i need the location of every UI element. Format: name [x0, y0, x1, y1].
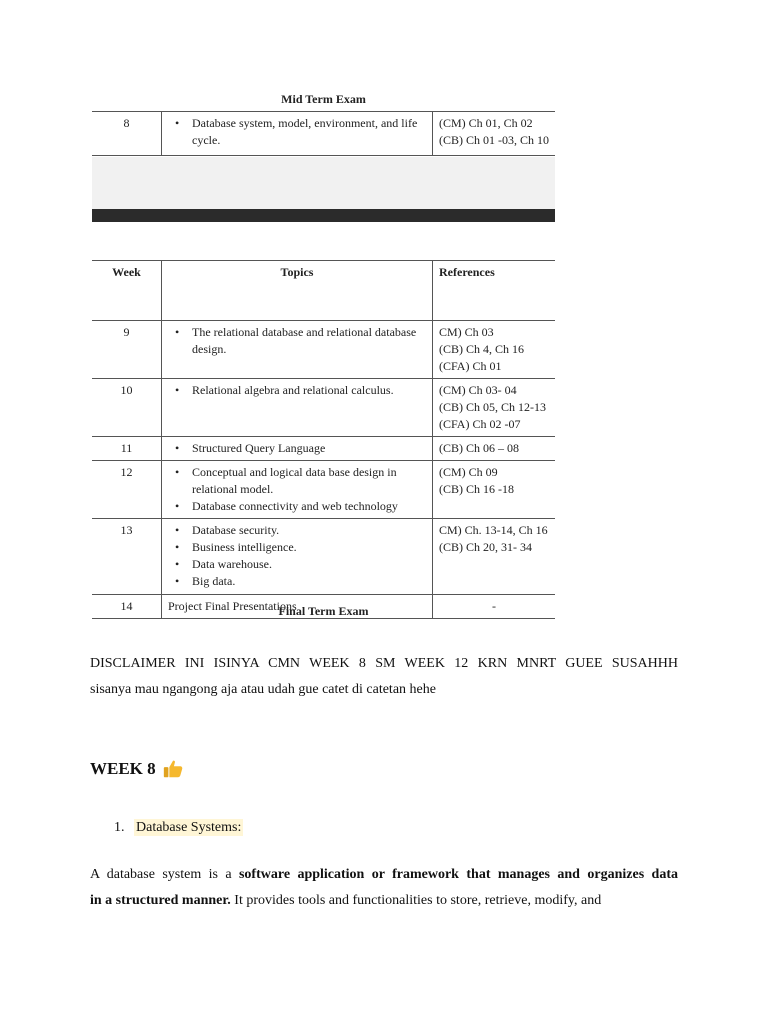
reference-cell: -	[433, 595, 556, 619]
topic-item: • Big data.	[168, 573, 426, 590]
table-row	[92, 437, 555, 461]
reference-line: (CM) Ch 09	[439, 465, 498, 479]
reference-line: (CFA) Ch 01	[439, 359, 502, 373]
topic-item: • Business intelligence.	[168, 539, 426, 556]
week-cell: 11	[92, 437, 162, 461]
topic-cell	[162, 379, 433, 437]
reference-cell	[433, 461, 556, 519]
list-item-database-systems	[114, 815, 243, 841]
mid-term-caption: Mid Term Exam	[281, 92, 366, 106]
topic-cell	[162, 112, 433, 156]
reference-line: (CB) Ch 06 – 08	[439, 441, 520, 455]
table-row	[92, 112, 555, 156]
week-cell: 12	[92, 461, 162, 519]
topic-item: • Database connectivity and web technology	[168, 498, 426, 515]
topic-item: • Database security.	[168, 522, 426, 539]
final-term-caption: Final Term Exam	[278, 604, 369, 618]
week-cell: 13	[92, 519, 162, 595]
topic-cell	[162, 437, 433, 461]
topic-item: • Structured Query Language	[168, 440, 426, 457]
schedule-table	[92, 260, 555, 619]
page-gap-band	[92, 157, 555, 209]
paragraph-line-2	[90, 888, 678, 914]
text-run: It provides tools and functionalities to store, retrieve, modify, and	[230, 893, 602, 908]
week-cell: 10	[92, 379, 162, 437]
week8-heading-wrap	[90, 758, 184, 780]
topic-cell	[162, 519, 433, 595]
body-paragraph	[90, 862, 678, 914]
week8-heading	[90, 758, 184, 780]
mid-term-table	[92, 111, 555, 156]
header-topics: Topics	[162, 261, 433, 321]
reference-cell	[433, 519, 556, 595]
reference-cell	[433, 112, 556, 156]
bold-text: software application or framework that manages and organizes data	[238, 867, 678, 882]
table-row	[92, 321, 555, 379]
topic-item: • Database system, model, environment, and life cycle.	[168, 115, 426, 149]
paragraph-line-1	[90, 862, 678, 888]
topic-cell: Project Final Presentations	[162, 595, 433, 619]
header-week: Week	[92, 261, 162, 321]
table-row	[92, 379, 555, 437]
list-item-label: Database Systems:	[136, 820, 242, 835]
reference-cell	[433, 379, 556, 437]
reference-line: (CFA) Ch 02 -07	[439, 417, 521, 431]
thumbs-up-icon	[162, 758, 184, 780]
disclaimer-line-1: DISCLAIMER INI ISINYA CMN WEEK 8 SM WEEK 12 KRN MNRT GUEE SUSAHHH	[90, 656, 678, 671]
reference-line: CM) Ch 03	[439, 325, 494, 339]
topic-item: • Conceptual and logical data base design in relational model.	[168, 464, 426, 498]
week8-heading-text: WEEK 8	[90, 759, 156, 778]
reference-line: CM) Ch. 13-14, Ch 16	[439, 523, 548, 537]
table-row	[92, 519, 555, 595]
reference-line: (CB) Ch 01 -03, Ch 10	[439, 133, 550, 147]
topic-cell	[162, 321, 433, 379]
reference-cell	[433, 321, 556, 379]
topic-cell	[162, 461, 433, 519]
table-header-bar	[92, 209, 555, 222]
reference-line: (CB) Ch 16 -18	[439, 482, 514, 496]
week-cell: 9	[92, 321, 162, 379]
table-row	[92, 461, 555, 519]
disclaimer-line-2: sisanya mau ngangong aja atau udah gue catet di catetan hehe	[90, 682, 436, 697]
week-cell: 8	[92, 112, 162, 156]
text-run: A database system is a	[90, 867, 239, 882]
reference-line: (CB) Ch 05, Ch 12-13	[439, 400, 547, 414]
table-header-row	[92, 261, 555, 321]
bold-text: in a structured manner.	[90, 893, 231, 908]
header-references: References	[433, 261, 556, 321]
reference-line: (CM) Ch 01, Ch 02	[439, 116, 533, 130]
topic-item: • The relational database and relational database design.	[168, 324, 426, 358]
reference-cell	[433, 437, 556, 461]
reference-line: (CB) Ch 20, 31- 34	[439, 540, 532, 554]
topic-item: • Data warehouse.	[168, 556, 426, 573]
reference-line: (CM) Ch 03- 04	[439, 383, 517, 397]
topic-item: • Relational algebra and relational calculus.	[168, 382, 426, 399]
week-cell: 14	[92, 595, 162, 619]
list-number: 1.	[114, 820, 125, 835]
reference-line: (CB) Ch 4, Ch 16	[439, 342, 525, 356]
